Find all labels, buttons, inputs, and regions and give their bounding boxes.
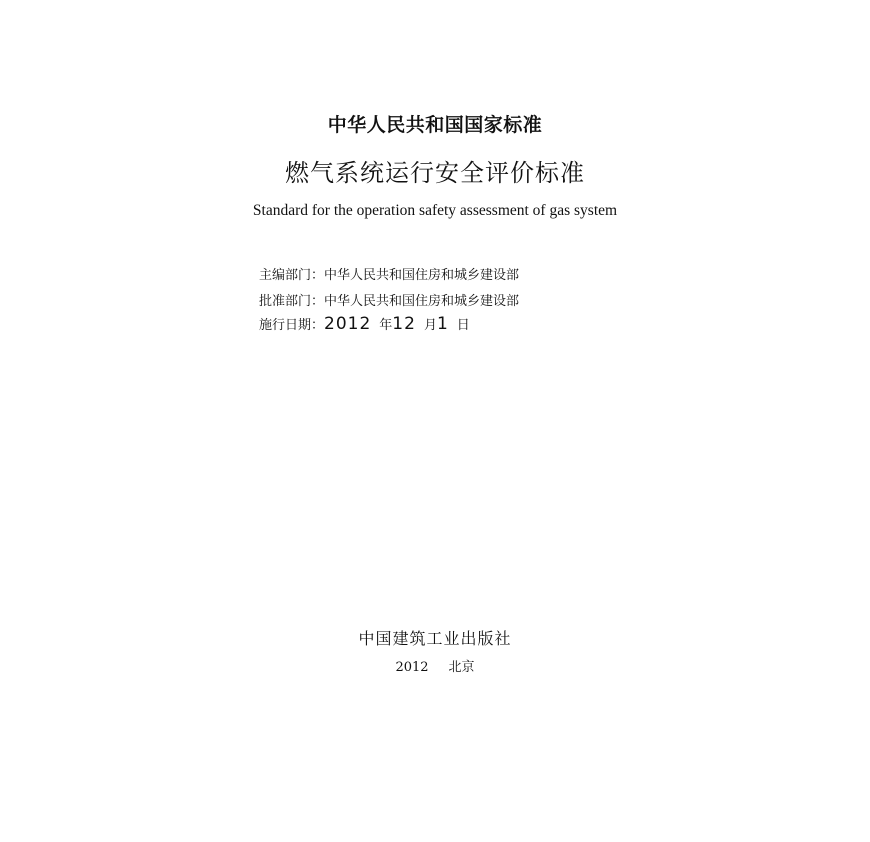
publication-city: 北京: [448, 660, 475, 675]
year-unit: 年: [379, 318, 393, 333]
series-title: 中华人民共和国国家标准: [327, 114, 543, 136]
effective-month: 12: [392, 314, 416, 334]
day-unit: 日: [456, 318, 470, 333]
effective-date-row: [259, 314, 470, 334]
approver-value: 中华人民共和国住房和城乡建设部: [324, 294, 520, 309]
publication-line: [0, 656, 870, 675]
publication-year: 2012: [395, 660, 429, 675]
effective-year: 2012: [324, 314, 372, 334]
effective-day: 1: [436, 314, 449, 334]
standard-title-cn: 燃气系统运行安全评价标准: [285, 159, 585, 187]
editor-value: 中华人民共和国住房和城乡建设部: [324, 268, 520, 283]
publisher-name: 中国建筑工业出版社: [358, 629, 512, 648]
month-unit: 月: [423, 318, 437, 333]
standard-title-en: Standard for the operation safety assessment of gas system: [252, 202, 618, 219]
editor-label: 主编部门：: [259, 268, 325, 283]
editor-row: [259, 264, 519, 283]
effective-label: 施行日期：: [259, 318, 325, 333]
approver-label: 批准部门：: [259, 294, 325, 309]
approver-row: [259, 290, 519, 309]
